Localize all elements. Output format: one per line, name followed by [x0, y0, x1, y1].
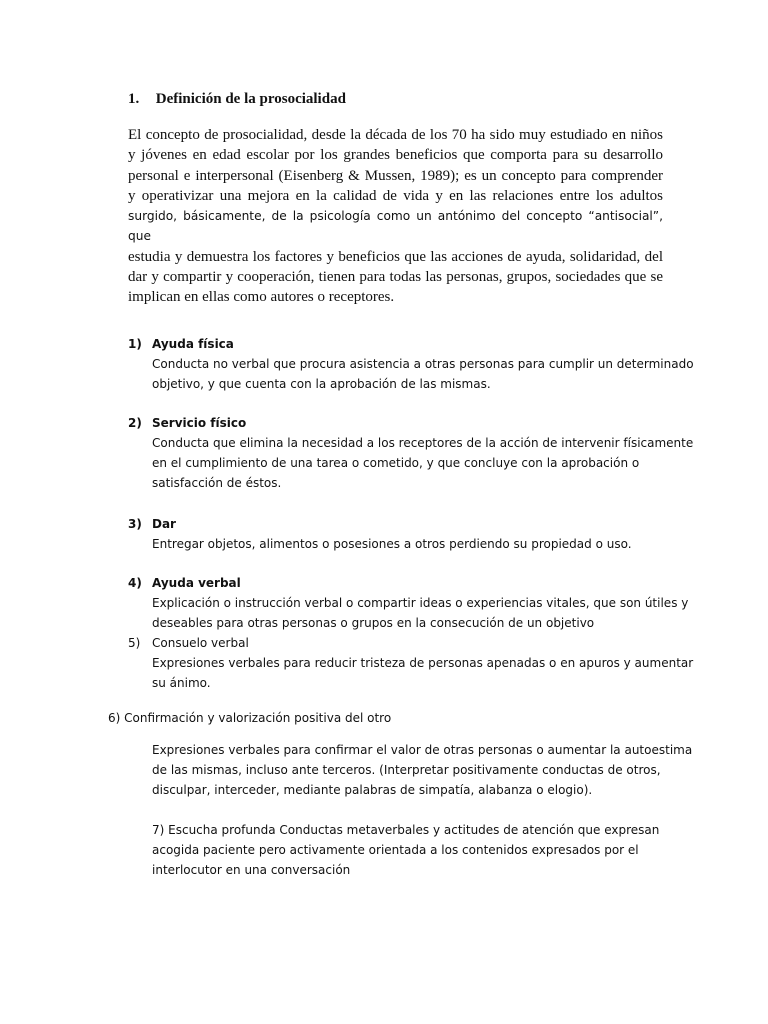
description-line: disculpar, interceder, mediante palabras de simpatía, alabanza o elogio).: [152, 783, 593, 797]
item-title: Ayuda verbal: [152, 576, 241, 590]
description-line: Expresiones verbales para reducir tristeza de personas apenadas o en apuros y aumentar: [152, 656, 694, 670]
description-line: Expresiones verbales para confirmar el valor de otras personas o aumentar la autoestima: [152, 743, 693, 757]
description-line: Entregar objetos, alimentos o posesiones a otros perdiendo su propiedad o uso.: [152, 537, 632, 551]
description-line: satisfacción de éstos.: [152, 476, 282, 490]
item-title: Servicio físico: [152, 416, 247, 430]
section-heading: [128, 91, 346, 108]
item-marker: 5): [128, 636, 141, 650]
item-description: [152, 433, 694, 493]
intro-line: El concepto de prosocialidad, desde la década de los 70 ha sido muy estudiado en niños: [128, 127, 663, 143]
item-marker: 1): [128, 337, 142, 351]
item-title: Ayuda física: [152, 337, 234, 351]
description-line: en el cumplimiento de una tarea o cometido, y que concluye con la aprobación o: [152, 456, 640, 470]
item-marker: 2): [128, 416, 142, 430]
description-line: de las mismas, incluso ante terceros. (Interpretar positivamente conductas de otros,: [152, 763, 661, 777]
paragraph-line: interlocutor en una conversación: [152, 863, 351, 877]
item-description: [152, 534, 672, 554]
description-line: Explicación o instrucción verbal o compartir ideas o experiencias vitales, que son útiles y: [152, 596, 689, 610]
item-marker: 3): [128, 517, 142, 531]
description-line: deseables para otras personas o grupos en la consecución de un objetivo: [152, 616, 595, 630]
item-description: [152, 593, 689, 633]
section-number: 1.: [128, 91, 140, 107]
description-line: su ánimo.: [152, 676, 211, 690]
item-title: Dar: [152, 517, 176, 531]
description-line: Conducta que elimina la necesidad a los receptores de la acción de intervenir físicamente: [152, 436, 694, 450]
item-6-description: [152, 740, 693, 800]
item-6-title: 6) Confirmación y valorización positiva del otro: [108, 711, 392, 725]
intro-line: personal e interpersonal (Eisenberg & Mussen, 1989); es un concepto para comprender: [128, 167, 663, 184]
intro-line: dar y compartir y cooperación, tienen para todas las personas, grupos, sociedades que se: [128, 269, 663, 286]
section-title: Definición de la prosocialidad: [155, 91, 346, 107]
description-line: Conducta no verbal que procura asistencia a otras personas para cumplir un determinado: [152, 357, 694, 371]
item-marker: 4): [128, 576, 142, 590]
intro-line: estudia y demuestra los factores y beneficios que las acciones de ayuda, solidaridad, del: [128, 248, 663, 265]
paragraph-line: 7) Escucha profunda Conductas metaverbales y actitudes de atención que expresan: [152, 823, 660, 837]
intro-line: y operativizar una mejora en la calidad de vida y en las relaciones entre los adultos: [128, 187, 663, 204]
intro-line: surgido, básicamente, de la psicología como un antónimo del concepto “antisocial”, que: [128, 209, 663, 244]
intro-line: implican en ellas como autores o receptores.: [128, 289, 395, 306]
description-line: objetivo, y que cuenta con la aprobación de las mismas.: [152, 377, 491, 391]
item-description: [152, 354, 694, 394]
item-7-paragraph: [152, 820, 672, 880]
item-title: Consuelo verbal: [152, 636, 249, 650]
item-description: [152, 653, 694, 693]
intro-paragraph: [128, 125, 663, 308]
intro-line: y jóvenes en edad escolar por los grandes beneficios que comporta para su desarrollo: [128, 147, 663, 164]
paragraph-line: acogida paciente pero activamente orientada a los contenidos expresados por el: [152, 843, 639, 857]
